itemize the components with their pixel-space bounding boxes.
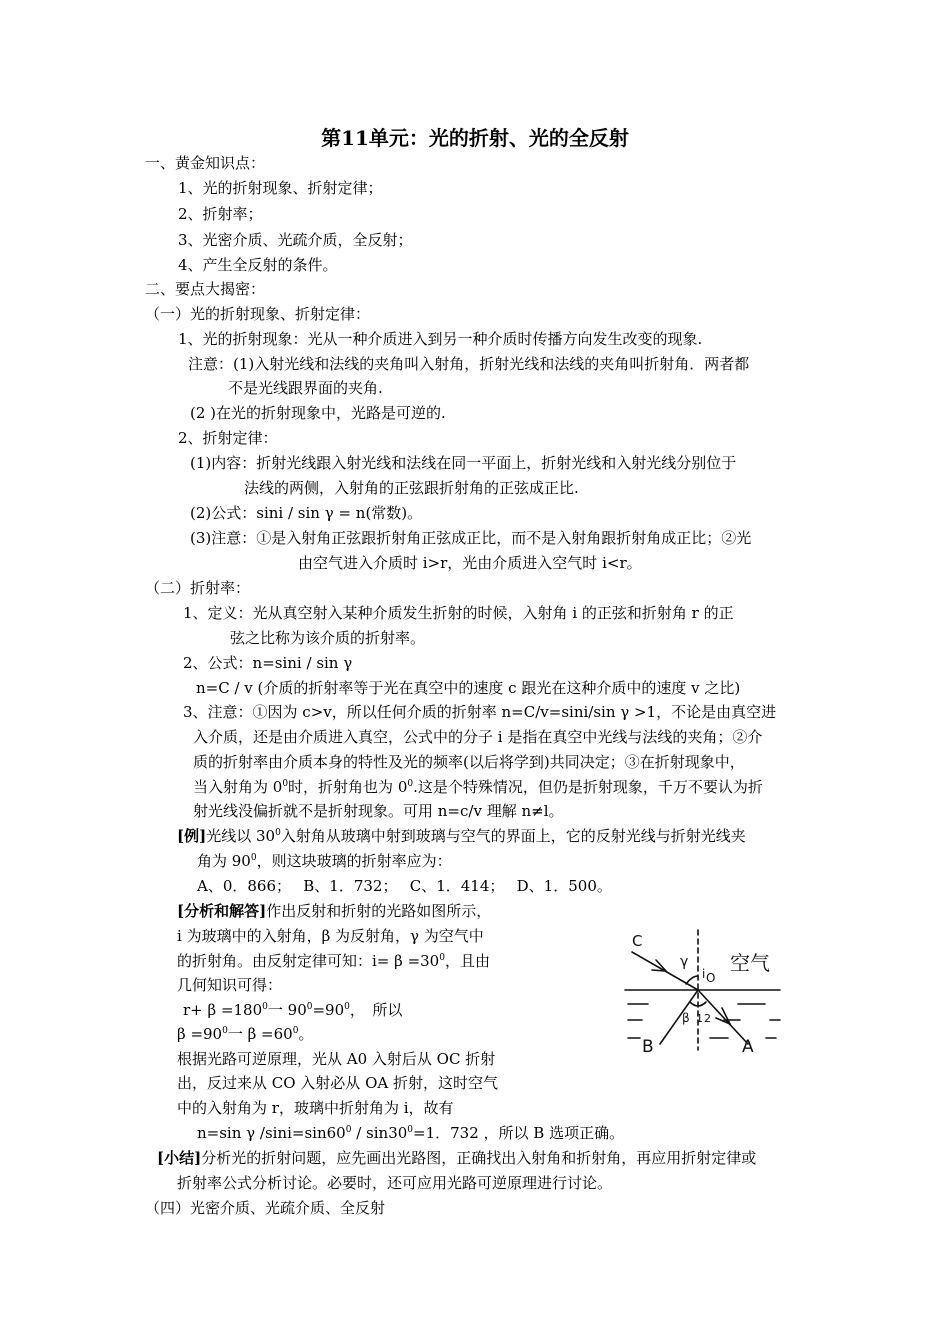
ray-ob bbox=[660, 990, 698, 1044]
figure-label-b: B bbox=[642, 1037, 654, 1057]
example-question-2: 角为 $90^0$，则这块玻璃的折射率应为： bbox=[197, 852, 452, 870]
analysis-line-1: [分析和解答]作出反射和折射的光路如图所示， bbox=[177, 902, 492, 920]
analysis-line-4: 几何知识可得： bbox=[177, 976, 283, 994]
figure-label-1: 1 bbox=[696, 1012, 703, 1025]
law-note-a: (3)注意：①是入射角正弦跟折射角正弦成正比，而不是入射角跟折射角成正比；②光 bbox=[190, 529, 752, 547]
formula-2: n=C / v (介质的折射率等于光在真空中的速度 c 跟光在这种介质中的速度 v 之比) bbox=[196, 679, 741, 697]
angle-arc-gamma bbox=[686, 976, 698, 984]
part1-note-1b: 不是光线跟界面的夹角. bbox=[228, 379, 383, 397]
figure-label-beta: β bbox=[682, 1011, 690, 1025]
part1-paragraph-2: 2、折射定律： bbox=[178, 429, 278, 447]
summary-line-2: 折射率公式分析讨论。必要时，还可应用光路可逆原理进行讨论。 bbox=[177, 1174, 613, 1192]
refraction-note-c: 质的折射率由介质本身的特性及光的频率(以后将学到)共同决定；③在折射现象中， bbox=[193, 753, 745, 771]
example-options: A、0．866； B、1．732； C、1．414； D、1．500。 bbox=[197, 877, 612, 895]
figure-label-2: 2 bbox=[704, 1012, 711, 1025]
figure-label-o: O bbox=[706, 971, 716, 985]
definition-b: 弦之比称为该介质的折射率。 bbox=[230, 629, 426, 647]
part4-heading: （四）光密介质、光疏介质、全反射 bbox=[145, 1199, 386, 1217]
refraction-note-a: 3、注意：①因为 c>v，所以任何介质的折射率 n=C/v=sini/sin γ >1，不论是由真空进 bbox=[183, 703, 777, 721]
part1-paragraph-1: 1、光的折射现象：光从一种介质进入到另一种介质时传播方向发生改变的现象. bbox=[178, 330, 703, 348]
section1-item-1: 1、光的折射现象、折射定律； bbox=[178, 179, 383, 197]
figure-label-gamma: γ bbox=[680, 954, 689, 970]
example-question-1: [例]光线以 $30^0$入射角从玻璃中射到玻璃与空气的界面上，它的反射光线与折射光线夹 bbox=[177, 827, 746, 845]
analysis-line-8: 出，反过来从 CO 入射必从 OA 折射，这时空气 bbox=[177, 1074, 498, 1092]
figure-label-c: C bbox=[632, 932, 643, 950]
analysis-line-7: 根据光路可逆原理，光从 A0 入射后从 OC 折射 bbox=[177, 1050, 496, 1068]
analysis-line-2: i 为玻璃中的入射角，β 为反射角，γ 为空气中 bbox=[177, 927, 484, 945]
definition-a: 1、定义：光从真空射入某种介质发生折射的时候，入射角 i 的正弦和折射角 r 的正 bbox=[183, 604, 734, 622]
formula-1: 2、公式：n=sini / sin γ bbox=[183, 654, 353, 672]
refraction-note-e: 射光线没偏折就不是折射现象。可用 n=c/v 理解 n≠l。 bbox=[193, 802, 564, 820]
law-content-b: 法线的两侧，入射角的正弦跟折射角的正弦成正比. bbox=[244, 479, 579, 497]
analysis-line-9: 中的入射角为 r，玻璃中折射角为 i，故有 bbox=[177, 1099, 454, 1117]
page-title: 第11单元：光的折射、光的全反射 bbox=[321, 126, 629, 150]
analysis-line-5: $r+ \beta =180^0$一 $90^0=90^0$， 所以 bbox=[183, 1001, 403, 1019]
analysis-line-10: n=sin γ $/\sin i=\sin 60^0 / \sin 30^0=1$．732 ，所以 B 选项正确。 bbox=[197, 1124, 625, 1142]
part1-heading: （一）光的折射现象、折射定律： bbox=[145, 305, 371, 323]
summary-line-1: [小结]分析光的折射问题，应先画出光路图，正确找出入射角和折射角，再应用折射定律或 bbox=[157, 1149, 757, 1167]
section1-item-4: 4、产生全反射的条件。 bbox=[178, 256, 338, 274]
part2-heading: （二）折射率： bbox=[145, 579, 251, 597]
part1-note-1a: 注意：(1)入射光线和法线的夹角叫入射角，折射光线和法线的夹角叫折射角．两者都 bbox=[188, 355, 750, 373]
section1-item-2: 2、折射率； bbox=[178, 205, 263, 223]
section2-heading: 二、要点大揭密： bbox=[145, 280, 266, 298]
law-content-a: (1)内容：折射光线跟入射光线和法线在同一平面上，折射光线和入射光线分别位于 bbox=[190, 454, 737, 472]
part1-note-2: (2 )在光的折射现象中，光路是可逆的. bbox=[190, 404, 446, 422]
section1-heading: 一、黄金知识点： bbox=[145, 154, 266, 172]
light-path-figure bbox=[620, 926, 782, 1058]
refraction-note-d: 当入射角为 $0^0$时，折射角也为 $0^0$.这是个特殊情况，但仍是折射现象，千万不要认为折 bbox=[193, 778, 763, 796]
refraction-note-b: 入介质，还是由介质进入真空，公式中的分子 i 是指在真空中光线与法线的夹角；②介 bbox=[193, 728, 763, 746]
section1-item-3: 3、光密介质、光疏介质，全反射； bbox=[178, 231, 413, 249]
law-formula: (2)公式：sini / sin γ = n(常数)。 bbox=[190, 504, 423, 522]
analysis-line-6: $\beta =90^0$一 $\beta =60^0$。 bbox=[177, 1025, 314, 1043]
law-note-b: 由空气进入介质时 i>r，光由介质进入空气时 i<r。 bbox=[298, 554, 642, 572]
figure-label-a: A bbox=[742, 1037, 754, 1057]
angle-arc-i bbox=[698, 1002, 706, 1006]
angle-arc-beta bbox=[690, 1002, 698, 1006]
figure-label-i: i bbox=[702, 967, 706, 981]
analysis-line-3: 的折射角。由反射定律可知：$i= \beta =30^0$，且由 bbox=[177, 952, 490, 970]
figure-label-air: 空气 bbox=[730, 951, 770, 975]
